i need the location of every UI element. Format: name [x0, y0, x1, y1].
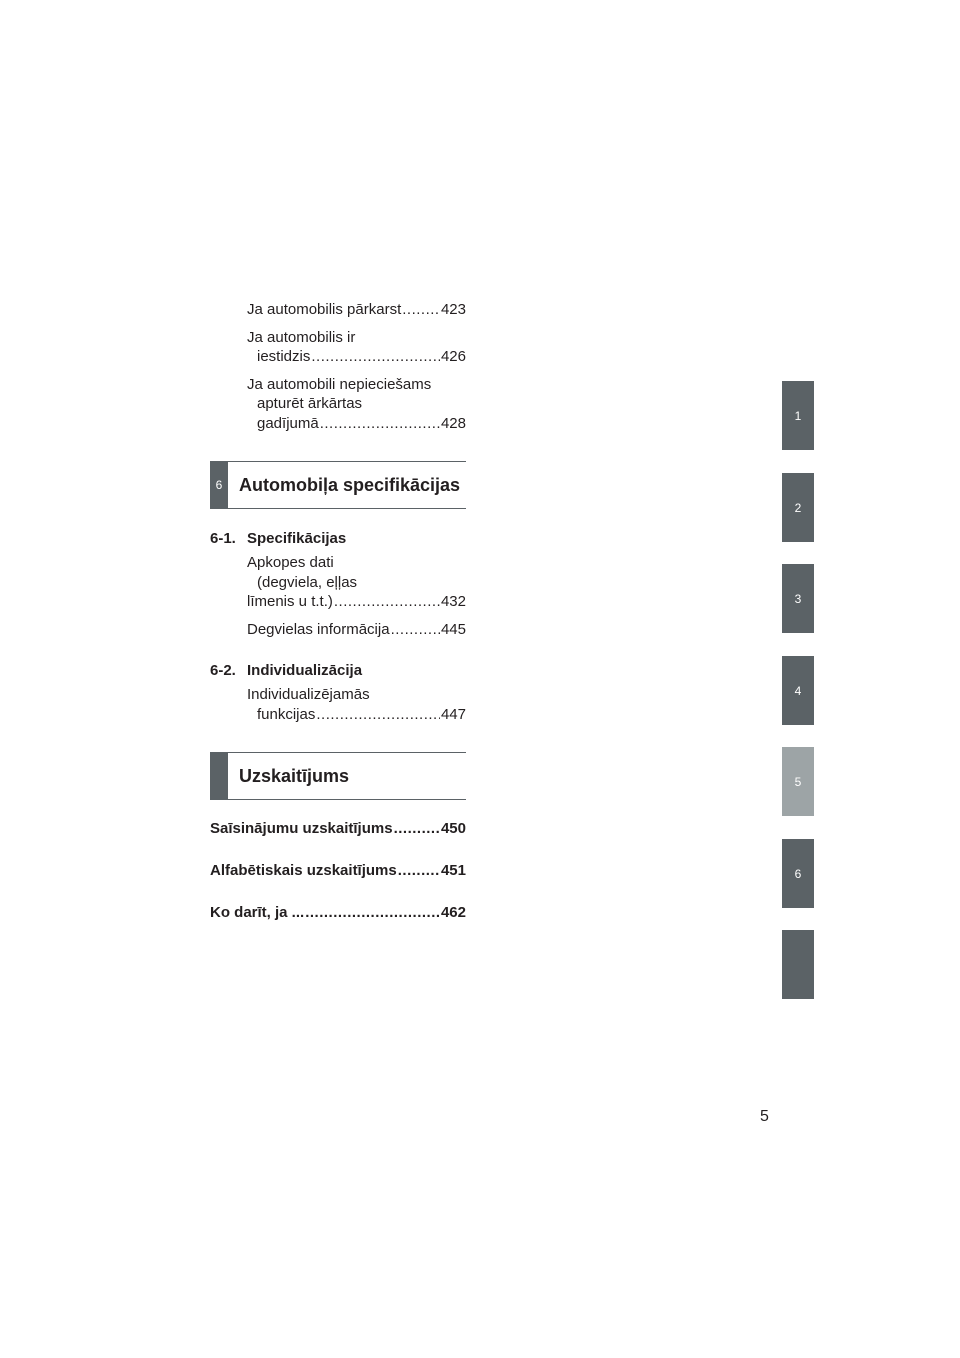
toc-entry-text: Saīsinājumu uzskaitījums	[210, 820, 393, 837]
side-tab-1[interactable]: 1	[782, 381, 814, 450]
toc-entry-customizable-features[interactable]	[210, 685, 466, 724]
toc-entry-page: 426	[440, 348, 466, 365]
leader-dots	[402, 300, 440, 320]
toc-entry-emergency-stop[interactable]	[210, 375, 466, 434]
toc-entry-page: 450	[440, 820, 466, 837]
toc-entry-text: gadījumā	[257, 414, 319, 432]
page-number: 5	[760, 1108, 769, 1125]
side-tab-5[interactable]: 5	[782, 747, 814, 816]
table-of-contents	[210, 300, 466, 923]
side-tab-6[interactable]: 6	[782, 839, 814, 908]
top-entries	[210, 300, 466, 433]
leader-dots	[334, 592, 440, 612]
chapter-6-tab: 6	[210, 461, 228, 509]
side-tab-2[interactable]: 2	[782, 473, 814, 542]
toc-entry-line: Ja automobilis ir	[247, 328, 356, 346]
section-title: Specifikācijas	[247, 530, 347, 547]
toc-entry-line: apturēt ārkārtas	[257, 395, 363, 412]
section-heading[interactable]	[210, 529, 466, 549]
toc-entry-text: Ja automobilis pārkarst	[247, 301, 402, 318]
index-entries	[210, 819, 466, 923]
side-tab-index[interactable]	[782, 930, 814, 999]
toc-entry-line: Individualizējamās	[247, 686, 370, 703]
toc-entry-stuck[interactable]	[210, 328, 466, 367]
toc-entry-text: līmenis u t.t.)	[247, 593, 333, 610]
toc-entry-text: Degvielas informācija	[247, 620, 390, 638]
index-tab	[210, 752, 228, 800]
toc-entry-text: Alfabētiskais uzskaitījums	[210, 862, 397, 879]
toc-entry-fuel-info[interactable]	[210, 620, 466, 640]
leader-dots	[305, 903, 440, 923]
leader-dots	[320, 414, 440, 434]
toc-entry-alphabetical-index[interactable]	[210, 861, 466, 881]
section-6-1	[210, 529, 466, 639]
toc-entry-line: (degviela, eļļas	[257, 573, 358, 591]
chapter-6-title: Automobiļa specifikācijas	[239, 474, 461, 495]
toc-entry-overheat[interactable]	[210, 300, 466, 320]
side-tab-3[interactable]: 3	[782, 564, 814, 633]
index-title: Uzskaitījums	[239, 765, 350, 786]
leader-dots	[394, 819, 440, 839]
toc-entry-page: 428	[440, 414, 466, 432]
toc-entry-text: iestidzis	[257, 348, 311, 365]
toc-entry-page: 423	[440, 301, 466, 318]
leader-dots	[391, 620, 440, 640]
toc-entry-what-to-do[interactable]	[210, 903, 466, 923]
toc-entry-text: Ko darīt, ja ...	[210, 904, 305, 921]
section-title: Individualizācija	[247, 662, 363, 679]
index-header[interactable]	[210, 752, 466, 800]
toc-entry-line: Apkopes dati	[247, 554, 334, 571]
toc-entry-abbreviations[interactable]	[210, 819, 466, 839]
toc-entry-page: 462	[440, 904, 466, 921]
side-tab-4[interactable]: 4	[782, 656, 814, 725]
section-heading[interactable]	[210, 661, 466, 681]
leader-dots	[311, 347, 440, 367]
chapter-6-header[interactable]	[210, 461, 466, 509]
leader-dots	[316, 705, 440, 725]
toc-entry-text: funkcijas	[257, 705, 316, 723]
leader-dots	[398, 861, 440, 881]
toc-entry-page: 445	[440, 620, 466, 638]
section-number: 6-1.	[210, 530, 236, 547]
toc-entry-maintenance-data[interactable]	[210, 553, 466, 612]
toc-entry-page: 447	[440, 705, 466, 723]
section-number: 6-2.	[210, 662, 236, 679]
toc-entry-line: Ja automobili nepieciešams	[247, 375, 432, 393]
toc-entry-page: 451	[440, 862, 466, 879]
toc-entry-page: 432	[440, 593, 466, 610]
section-6-2	[210, 661, 466, 724]
